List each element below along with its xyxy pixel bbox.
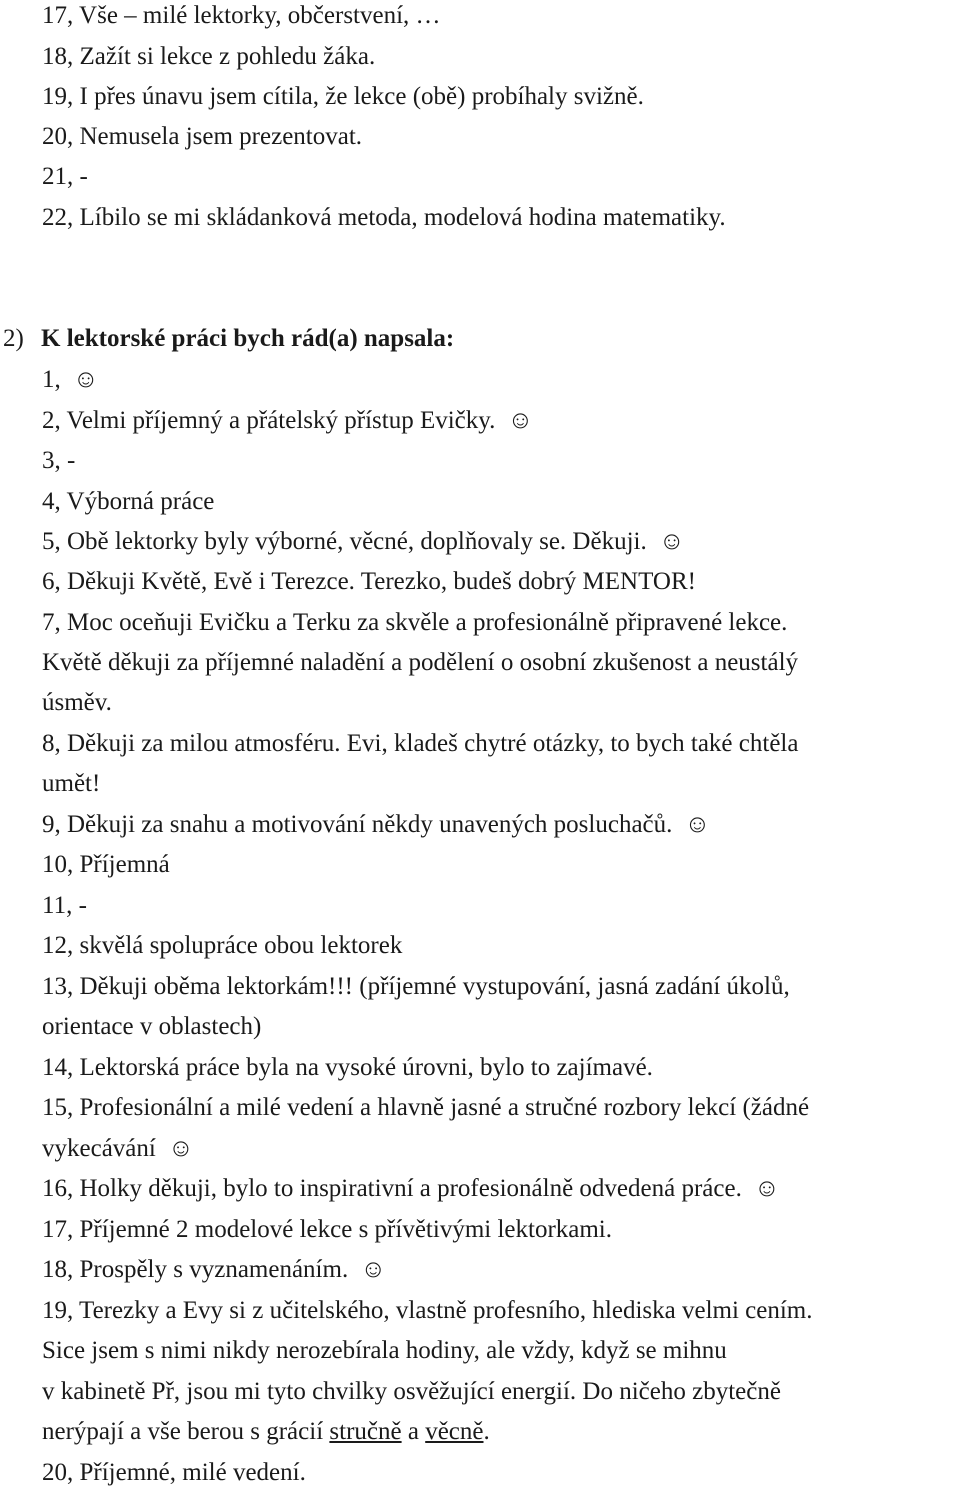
underlined-word: stručně (329, 1418, 402, 1445)
list-item: 3, - (42, 447, 76, 474)
list-item: 10, Příjemná (42, 851, 170, 878)
list-item-text: . (483, 1418, 490, 1445)
list-item: Sice jsem s nimi nikdy nerozebírala hodiny, ale vždy, když se mihnu (42, 1337, 727, 1364)
list-item-text: 18, Prospěly s vyznamenáním. (42, 1256, 349, 1283)
list-item: 22, Líbilo se mi skládanková metoda, modelová hodina matematiky. (42, 204, 726, 231)
list-item: 4, Výborná práce (42, 488, 215, 515)
list-item (42, 365, 99, 395)
list-item-text: 2, Velmi příjemný a přátelský přístup Evičky. (42, 407, 496, 434)
list-item: Květě děkuji za příjemné naladění a podělení o osobní zkušenost a neustálý (42, 649, 799, 676)
list-item-text: 5, Obě lektorky byly výborné, věcné, doplňovaly se. Děkuji. (42, 528, 647, 555)
list-item (42, 1417, 490, 1447)
list-item-text: a (401, 1418, 426, 1445)
list-item: 19, Terezky a Evy si z učitelského, vlastně profesního, hlediska velmi cením. (42, 1297, 813, 1324)
list-item-text: vykecávání (42, 1135, 156, 1162)
section-number: 2) (3, 325, 24, 352)
list-item: 19, I přes únavu jsem cítila, že lekce (obě) probíhaly svižně. (42, 83, 644, 110)
list-item-text: 1, (42, 366, 61, 393)
list-item: 7, Moc oceňuji Evičku a Terku za skvěle a profesionálně připravené lekce. (42, 609, 788, 636)
list-item (42, 1174, 780, 1204)
list-item: 20, Nemusela jsem prezentovat. (42, 123, 363, 150)
list-item: 8, Děkuji za milou atmosféru. Evi, kladeš chytré otázky, to bych také chtěla (42, 730, 799, 757)
smiley-icon: ☺ (73, 366, 99, 393)
list-item (42, 1255, 386, 1285)
list-item: 21, - (42, 163, 88, 190)
list-item: umět! (42, 770, 101, 797)
list-item (42, 810, 710, 840)
list-item: 6, Děkuji Květě, Evě i Terezce. Terezko, budeš dobrý MENTOR! (42, 568, 696, 595)
list-item: 11, - (42, 892, 87, 919)
smiley-icon: ☺ (684, 811, 711, 838)
smiley-icon: ☺ (754, 1175, 780, 1202)
list-item: 17, Příjemné 2 modelové lekce s přívětivými lektorkami. (42, 1216, 613, 1243)
list-item: 17, Vše – milé lektorky, občerstvení, … (42, 2, 441, 29)
list-item: 12, skvělá spolupráce obou lektorek (42, 932, 403, 959)
underlined-word: věcně (425, 1418, 484, 1445)
list-item: 13, Děkuji oběma lektorkám!!! (příjemné vystupování, jasná zadání úkolů, (42, 973, 790, 1000)
list-item-text: 9, Děkuji za snahu a motivování někdy unavených posluchačů. (42, 811, 673, 838)
list-item: 15, Profesionální a milé vedení a hlavně jasné a stručné rozbory lekcí (žádné (42, 1094, 810, 1121)
list-item: 20, Příjemné, milé vedení. (42, 1459, 306, 1486)
list-item: orientace v oblastech) (42, 1013, 262, 1040)
list-item (42, 406, 533, 436)
list-item (42, 527, 685, 557)
smiley-icon: ☺ (658, 528, 685, 555)
list-item: 18, Zažít si lekce z pohledu žáka. (42, 43, 376, 70)
list-item-text: nerýpají a vše berou s grácií (42, 1418, 330, 1445)
list-item: v kabinetě Př, jsou mi tyto chvilky osvěžující energií. Do ničeho zbytečně (42, 1378, 781, 1405)
smiley-icon: ☺ (507, 407, 534, 434)
list-item (42, 1134, 194, 1164)
section-heading (3, 324, 454, 354)
list-item: 14, Lektorská práce byla na vysoké úrovni, bylo to zajímavé. (42, 1054, 653, 1081)
list-item-text: 16, Holky děkuji, bylo to inspirativní a profesionálně odvedená práce. (42, 1175, 742, 1202)
smiley-icon: ☺ (168, 1135, 194, 1162)
section-title: K lektorské práci bych rád(a) napsala: (41, 325, 455, 352)
smiley-icon: ☺ (360, 1256, 386, 1283)
list-item: úsměv. (42, 689, 112, 716)
